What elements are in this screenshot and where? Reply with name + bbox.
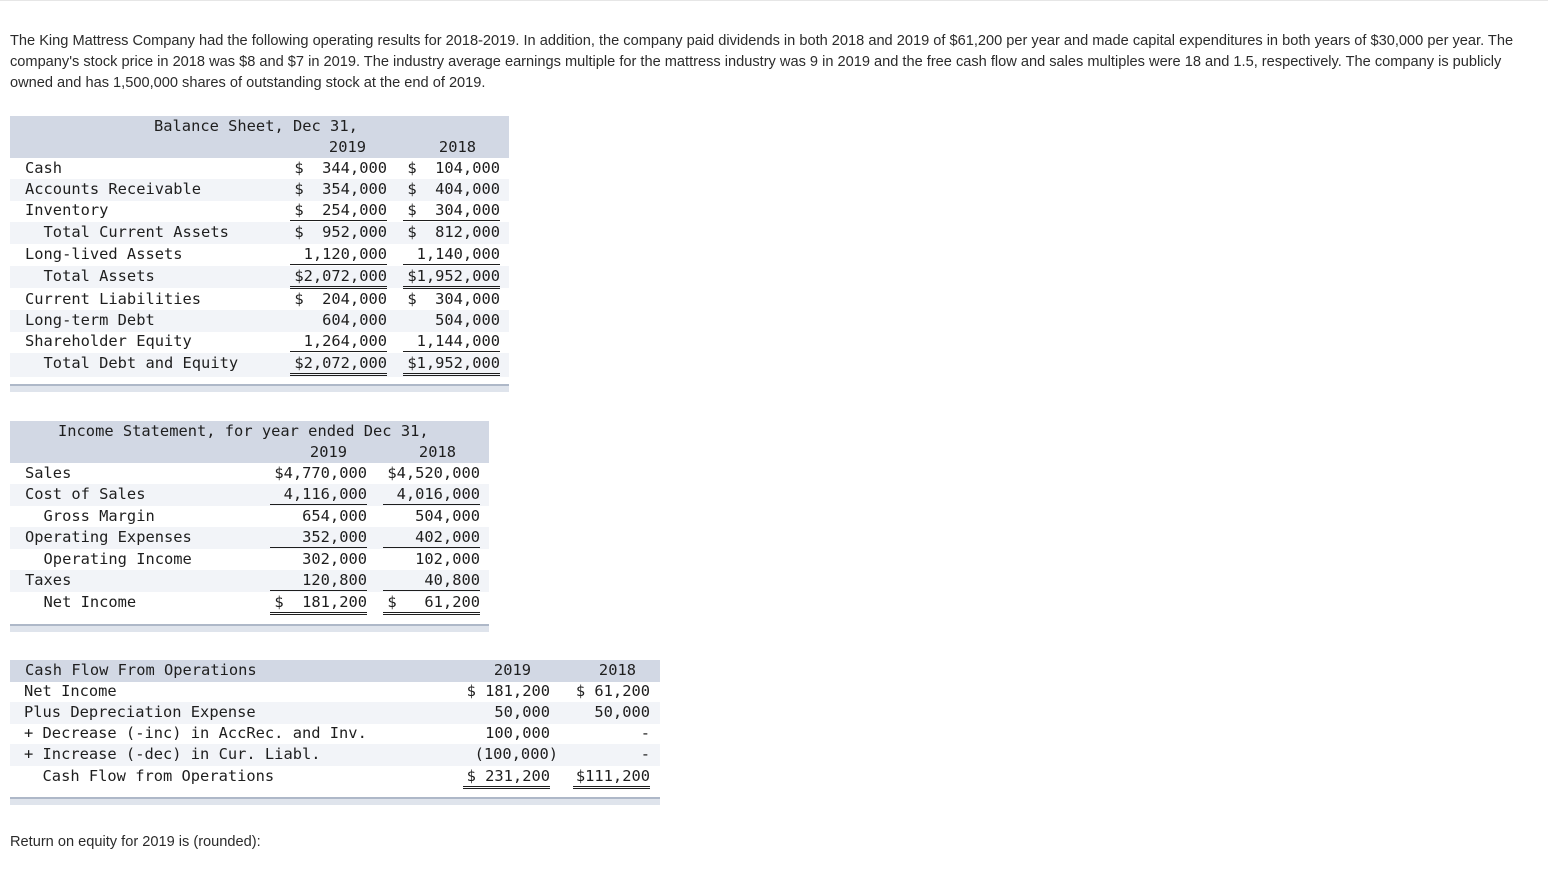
table-row bbox=[10, 723, 660, 745]
row-label: Cash bbox=[25, 159, 63, 177]
table-row bbox=[10, 744, 660, 766]
table-row bbox=[10, 592, 489, 616]
table-row bbox=[10, 179, 509, 201]
row-label: + Decrease (-inc) in AccRec. and Inv. bbox=[24, 724, 367, 742]
row-value-2019: $ 254,000 bbox=[290, 200, 387, 221]
row-value-2018: 50,000 bbox=[594, 703, 650, 721]
row-value-2019: $4,770,000 bbox=[274, 464, 367, 482]
row-value-2018: - bbox=[640, 724, 650, 742]
row-label: Accounts Receivable bbox=[25, 180, 202, 198]
row-value-2019: 1,120,000 bbox=[290, 244, 387, 265]
row-label: Inventory bbox=[25, 201, 109, 219]
row-value-2018: 1,140,000 bbox=[403, 244, 500, 265]
table-row bbox=[10, 222, 509, 244]
row-value-2018: $ 104,000 bbox=[407, 159, 500, 177]
row-label: Operating Income bbox=[25, 550, 192, 568]
row-value-2019: 302,000 bbox=[302, 550, 367, 568]
row-value-2018: - bbox=[640, 745, 650, 763]
row-value-2018: 4,016,000 bbox=[383, 484, 480, 505]
row-value-2019: 4,116,000 bbox=[270, 484, 367, 505]
top-divider bbox=[0, 0, 1548, 3]
table-row bbox=[10, 570, 489, 592]
balance-col-2019: 2019 bbox=[328, 138, 366, 156]
problem-intro: The King Mattress Company had the following operating results for 2018-2019. In addition, the company paid dividends in both 2018 and 2019 of $61,200 per year and made capital expenditures in both years of $30,000 per year. The company's stock price in 2018 was $8 and $7 in 2019. The industry average earnings multiple for the mattress industry was 9 in 2019 and the free cash flow and sales multiples were 18 and 1.5, respectively. The company is publicly owned and has 1,500,000 shares of outstanding stock at the end of 2019. bbox=[10, 33, 1514, 91]
row-value-2019: $ 231,200 bbox=[463, 766, 550, 789]
table-row bbox=[10, 310, 509, 332]
row-label: Sales bbox=[25, 464, 72, 482]
row-value-2018: $ 404,000 bbox=[407, 180, 500, 198]
row-label: Current Liabilities bbox=[25, 290, 202, 308]
row-label: Long-lived Assets bbox=[25, 245, 183, 263]
table-row bbox=[10, 331, 509, 353]
row-value-2019: $ 344,000 bbox=[294, 159, 387, 177]
income-header-row bbox=[10, 421, 489, 463]
cashflow-header-row bbox=[10, 660, 660, 682]
row-label: Operating Expenses bbox=[25, 528, 192, 546]
cashflow-col-2019: 2019 bbox=[493, 661, 531, 679]
row-value-2018: $1,952,000 bbox=[403, 266, 500, 289]
row-value-2018: $ 304,000 bbox=[403, 200, 500, 221]
table-row bbox=[10, 506, 489, 528]
table-row bbox=[10, 244, 509, 266]
row-value-2018: $ 812,000 bbox=[407, 223, 500, 241]
table-row bbox=[10, 681, 660, 703]
table-row bbox=[10, 200, 509, 222]
row-label: Total Assets bbox=[25, 267, 155, 285]
row-label: Cost of Sales bbox=[25, 485, 146, 503]
table-row bbox=[10, 289, 509, 311]
row-value-2019: $ 181,200 bbox=[466, 682, 550, 700]
table-row bbox=[10, 527, 489, 549]
cashflow-col-2018: 2018 bbox=[598, 661, 636, 679]
income-col-2019: 2019 bbox=[309, 443, 347, 461]
row-value-2018: 40,800 bbox=[383, 570, 480, 591]
table-footer-bar bbox=[10, 384, 509, 392]
row-value-2019: $2,072,000 bbox=[290, 353, 387, 376]
row-label: + Increase (-dec) in Cur. Liabl. bbox=[24, 745, 321, 763]
row-label: Shareholder Equity bbox=[25, 332, 192, 350]
table-row bbox=[10, 549, 489, 571]
row-label: Total Current Assets bbox=[25, 223, 229, 241]
row-label: Long-term Debt bbox=[25, 311, 155, 329]
row-value-2019: $ 181,200 bbox=[270, 592, 367, 615]
balance-title: Balance Sheet, Dec 31, bbox=[154, 117, 358, 135]
row-value-2019: $ 952,000 bbox=[294, 223, 387, 241]
income-title: Income Statement, for year ended Dec 31, bbox=[58, 422, 429, 440]
table-footer-bar bbox=[10, 797, 660, 805]
row-value-2019: 120,800 bbox=[270, 570, 367, 591]
row-value-2018: 1,144,000 bbox=[403, 331, 500, 352]
row-label: Total Debt and Equity bbox=[25, 354, 239, 372]
row-value-2018: $ 61,200 bbox=[575, 682, 650, 700]
row-value-2018: $ 61,200 bbox=[383, 592, 480, 615]
row-value-2018: 402,000 bbox=[383, 527, 480, 548]
row-value-2018: 504,000 bbox=[415, 507, 480, 525]
row-value-2018: $1,952,000 bbox=[403, 353, 500, 376]
balance-header-row bbox=[10, 116, 509, 158]
table-row bbox=[10, 484, 489, 506]
row-label: Net Income bbox=[24, 682, 117, 700]
question-prompt: Return on equity for 2019 is (rounded): bbox=[10, 834, 261, 850]
row-value-2019: $2,072,000 bbox=[290, 266, 387, 289]
row-value-2018: $ 304,000 bbox=[407, 290, 500, 308]
row-value-2018: 504,000 bbox=[435, 311, 500, 329]
row-label: Plus Depreciation Expense bbox=[24, 703, 256, 721]
table-row bbox=[10, 158, 509, 180]
row-label: Gross Margin bbox=[25, 507, 155, 525]
row-value-2019: 100,000 bbox=[485, 724, 550, 742]
row-value-2019: 604,000 bbox=[322, 311, 387, 329]
row-value-2019: (100,000) bbox=[474, 745, 558, 763]
row-label: Taxes bbox=[25, 571, 72, 589]
table-row bbox=[10, 353, 509, 377]
income-statement-table bbox=[10, 421, 489, 633]
table-row bbox=[10, 766, 660, 790]
row-value-2018: 102,000 bbox=[415, 550, 480, 568]
balance-sheet-table bbox=[10, 116, 509, 394]
row-value-2019: 352,000 bbox=[270, 527, 367, 548]
row-value-2019: 1,264,000 bbox=[290, 331, 387, 352]
row-value-2019: $ 354,000 bbox=[294, 180, 387, 198]
balance-col-2018: 2018 bbox=[438, 138, 476, 156]
row-label: Cash Flow from Operations bbox=[24, 767, 275, 785]
row-value-2019: 654,000 bbox=[302, 507, 367, 525]
table-footer-bar bbox=[10, 624, 489, 632]
cashflow-title: Cash Flow From Operations bbox=[25, 661, 257, 679]
row-value-2018: $4,520,000 bbox=[387, 464, 480, 482]
row-value-2019: $ 204,000 bbox=[294, 290, 387, 308]
table-row bbox=[10, 463, 489, 485]
row-label: Net Income bbox=[25, 593, 137, 611]
income-col-2018: 2018 bbox=[418, 443, 456, 461]
cash-flow-table bbox=[10, 660, 660, 806]
table-row bbox=[10, 702, 660, 724]
row-value-2019: 50,000 bbox=[494, 703, 550, 721]
table-row bbox=[10, 266, 509, 288]
row-value-2018: $111,200 bbox=[573, 766, 650, 789]
